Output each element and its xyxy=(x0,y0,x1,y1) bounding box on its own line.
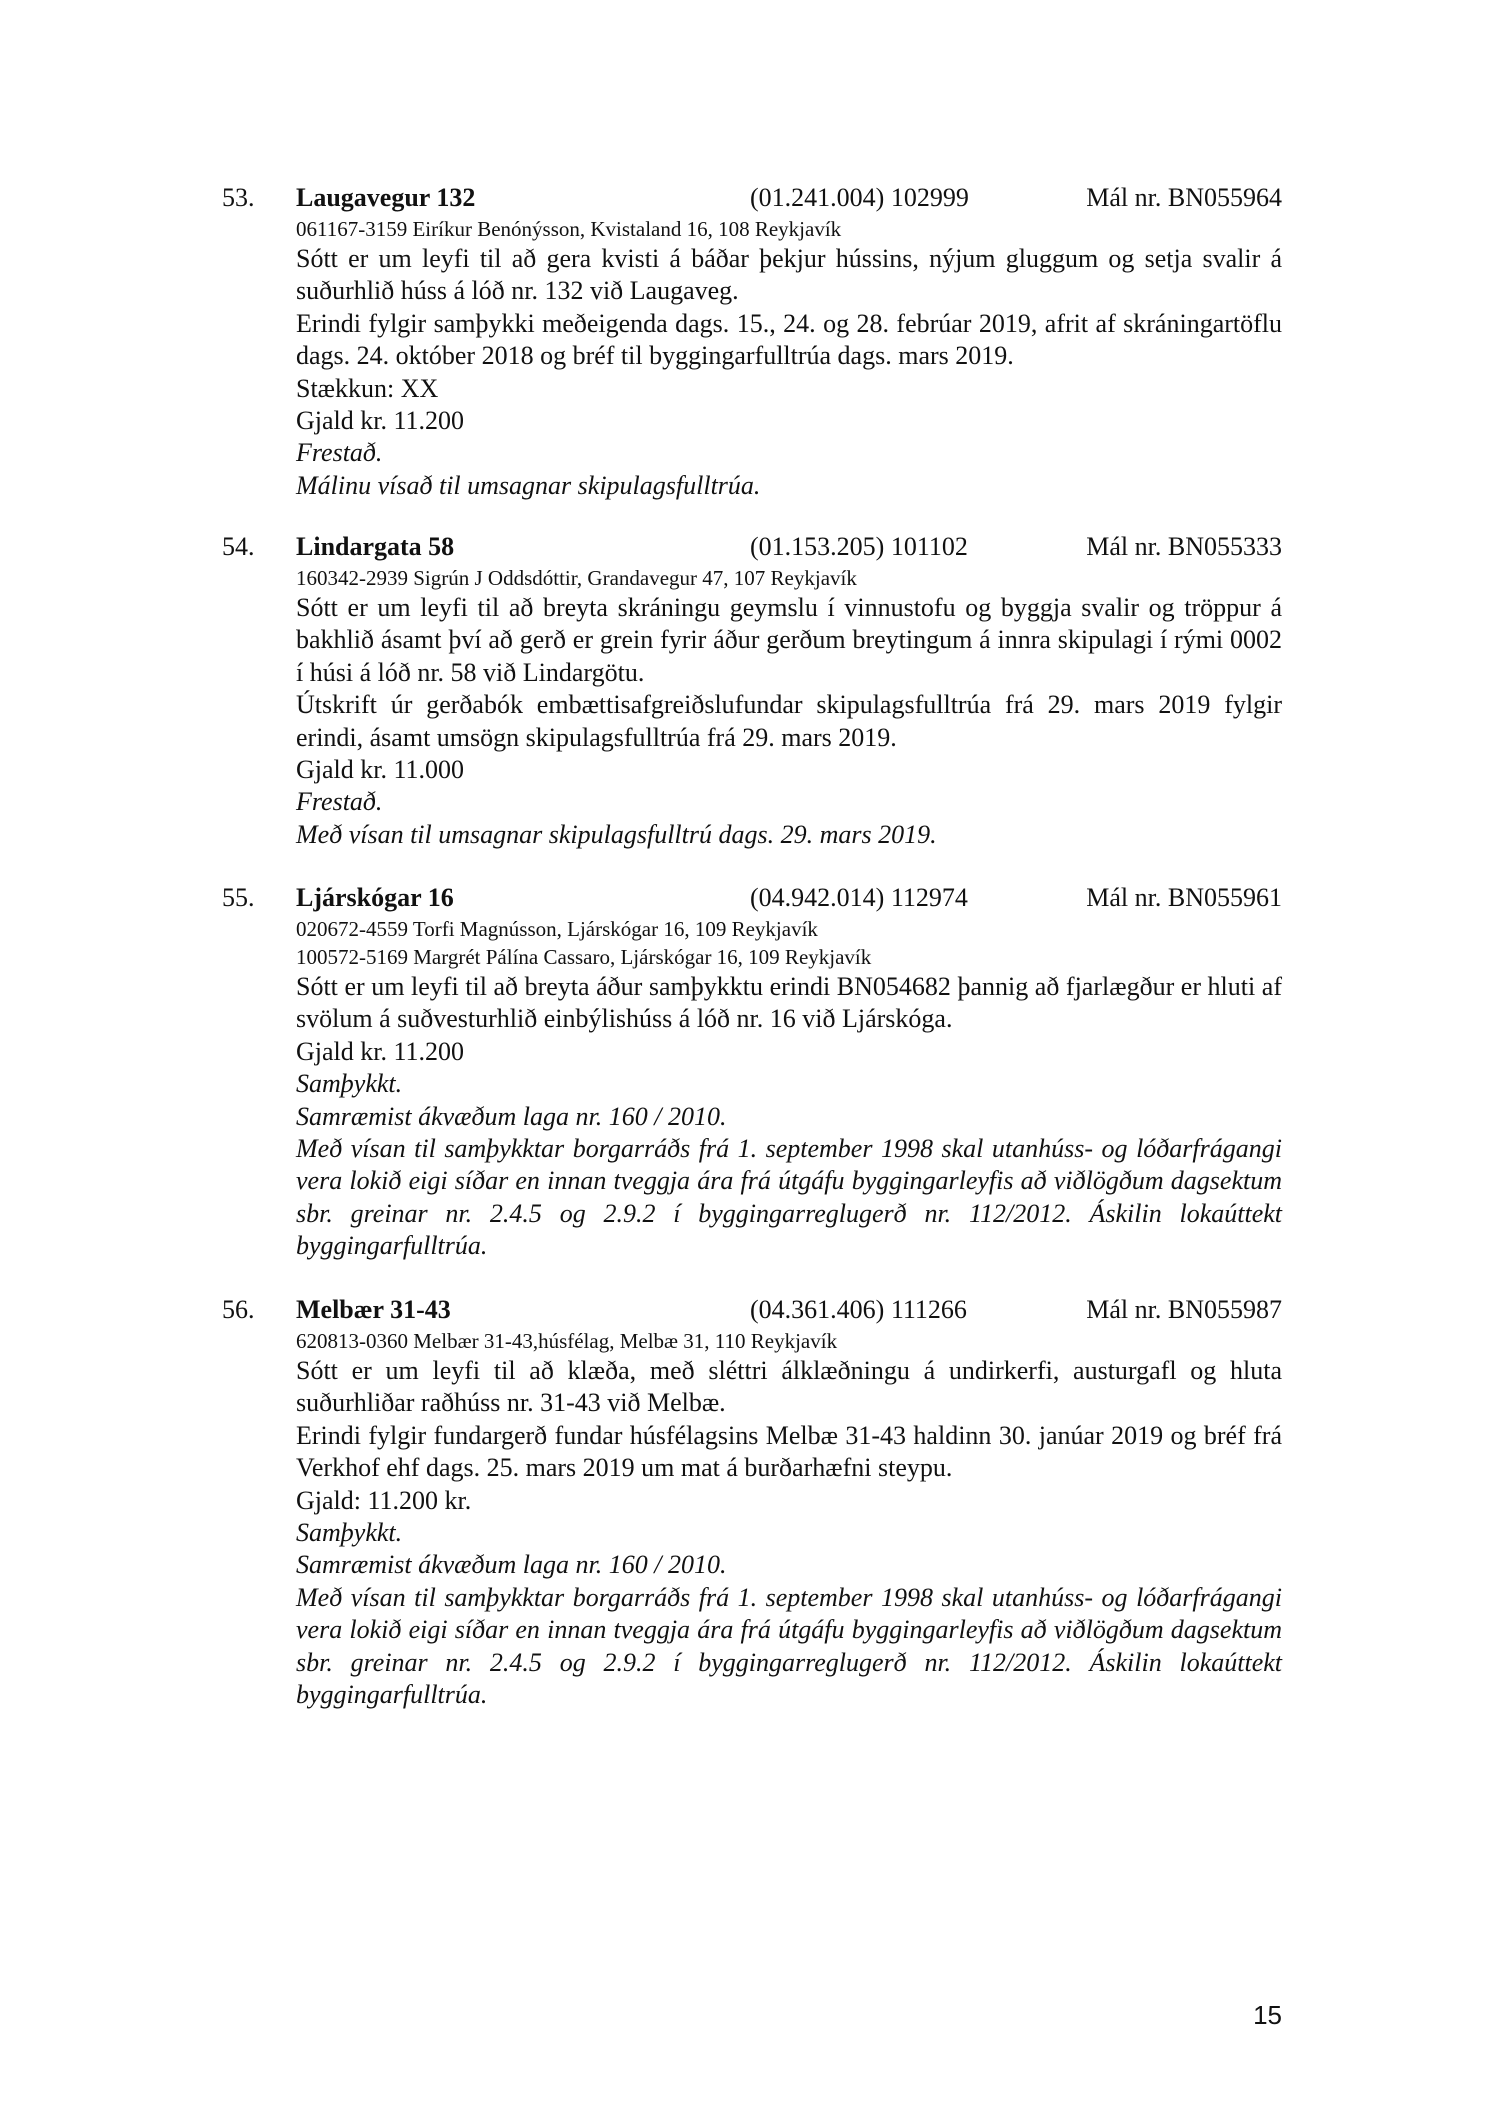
note: Með vísan til samþykktar borgarráðs frá 1. september 1998 skal utanhúss- og lóðarfrágangi vera lokið eigi síðar en innan tveggja ára frá útgáfu byggingarleyfis að viðlögðum dagsektum sbr. greinar nr. 2.4.5 og 2.9.2 í byggingarreglugerð nr. 112/2012. Áskilin lokaúttekt byggingarfulltrúa. xyxy=(296,1582,1282,1710)
entry-number: 53. xyxy=(222,183,255,212)
case-number: Mál nr. BN055961 xyxy=(1086,883,1282,912)
attachments: Útskrift úr gerðabók embættisafgreiðslufundar skipulagsfulltrúa frá 29. mars 2019 fylgir erindi, ásamt umsögn skipulagsfulltrúa frá 29. mars 2019. xyxy=(296,690,1282,752)
applicant: 020672-4559 Torfi Magnússon, Ljárskógar 16, 109 Reykjavík xyxy=(296,917,818,941)
description: Sótt er um leyfi til að gera kvisti á báðar þekjur hússins, nýjum gluggum og setja svalir á suðurhlið húss á lóð nr. 132 við Laugaveg. xyxy=(296,244,1282,306)
entry-number: 55. xyxy=(222,883,255,912)
entry-header xyxy=(222,1293,1282,1327)
fee: Gjald: 11.200 kr. xyxy=(296,1485,472,1515)
note: Með vísan til samþykktar borgarráðs frá 1. september 1998 skal utanhúss- og lóðarfrágangi vera lokið eigi síðar en innan tveggja ára frá útgáfu byggingarleyfis að viðlögðum dagsektum sbr. greinar nr. 2.4.5 og 2.9.2 í byggingarreglugerð nr. 112/2012. Áskilin lokaúttekt byggingarfulltrúa. xyxy=(296,1134,1282,1261)
note: Samræmist ákvæðum laga nr. 160 / 2010. xyxy=(296,1101,727,1131)
property-code: (01.241.004) 102999 xyxy=(750,183,969,212)
applicant: 100572-5169 Margrét Pálína Cassaro, Ljárskógar 16, 109 Reykjavík xyxy=(296,945,872,969)
property-code: (01.153.205) 101102 xyxy=(750,532,968,561)
entry-55 xyxy=(222,881,1282,1263)
decision: Samþykkt. xyxy=(296,1518,403,1548)
description: Sótt er um leyfi til að klæða, með sléttri álklæðningu á undirkerfi, austurgafl og hluta suðurhliðar raðhúss nr. 31-43 við Melbæ. xyxy=(296,1356,1282,1418)
attachments: Erindi fylgir fundargerð fundar húsfélagsins Melbæ 31-43 haldinn 30. janúar 2019 og bréf frá Verkhof ehf dags. 25. mars 2019 um mat á burðarhæfni steypu. xyxy=(296,1420,1282,1483)
fee: Gjald kr. 11.200 xyxy=(296,406,465,436)
fee: Gjald kr. 11.000 xyxy=(296,755,465,785)
description: Sótt er um leyfi til að breyta áður samþykktu erindi BN054682 þannig að fjarlægður er hluti af svölum á suðvesturhlið einbýlishúss á lóð nr. 16 við Ljárskóga. xyxy=(296,972,1282,1034)
applicant: 061167-3159 Eiríkur Benónýsson, Kvistaland 16, 108 Reykjavík xyxy=(296,217,842,241)
entry-56 xyxy=(222,1293,1282,1711)
entry-54 xyxy=(222,530,1282,851)
entry-address: Ljárskógar 16 xyxy=(296,883,454,912)
decision: Frestað. xyxy=(296,438,383,468)
decision: Frestað. xyxy=(296,787,383,817)
description: Sótt er um leyfi til að breyta skráningu geymslu í vinnustofu og byggja svalir og tröppur á bakhlið ásamt því að gerð er grein fyrir áður gerðum breytingum á innra skipulagi í rými 0002 í húsi á lóð nr. 58 við Lindargötu. xyxy=(296,593,1282,687)
case-number: Mál nr. BN055333 xyxy=(1086,532,1282,561)
entry-53 xyxy=(222,181,1282,502)
entry-header xyxy=(222,530,1282,564)
entry-number: 54. xyxy=(222,532,255,561)
case-number: Mál nr. BN055987 xyxy=(1086,1295,1282,1324)
entry-header xyxy=(222,881,1282,915)
extra-info: Stækkun: XX xyxy=(296,373,439,403)
applicant: 620813-0360 Melbær 31-43,húsfélag, Melbæ 31, 110 Reykjavík xyxy=(296,1329,838,1353)
applicant: 160342-2939 Sigrún J Oddsdóttir, Grandavegur 47, 107 Reykjavík xyxy=(296,566,857,590)
decision: Samþykkt. xyxy=(296,1069,403,1099)
property-code: (04.942.014) 112974 xyxy=(750,883,968,912)
note: Málinu vísað til umsagnar skipulagsfulltrúa. xyxy=(296,470,761,500)
attachments: Erindi fylgir samþykki meðeigenda dags. 15., 24. og 28. febrúar 2019, afrit af skráningartöflu dags. 24. október 2018 og bréf til byggingarfulltrúa dags. mars 2019. xyxy=(296,308,1282,371)
entry-header xyxy=(222,181,1282,215)
case-number: Mál nr. BN055964 xyxy=(1086,183,1282,212)
note: Með vísan til umsagnar skipulagsfulltrú dags. 29. mars 2019. xyxy=(296,819,937,849)
entry-number: 56. xyxy=(222,1295,255,1324)
note: Samræmist ákvæðum laga nr. 160 / 2010. xyxy=(296,1550,727,1580)
entry-address: Lindargata 58 xyxy=(296,532,455,561)
property-code: (04.361.406) 111266 xyxy=(750,1295,967,1324)
fee: Gjald kr. 11.200 xyxy=(296,1036,465,1066)
entry-address: Laugavegur 132 xyxy=(296,183,476,212)
entry-address: Melbær 31-43 xyxy=(296,1295,451,1324)
page-number: 15 xyxy=(1253,2000,1282,2030)
